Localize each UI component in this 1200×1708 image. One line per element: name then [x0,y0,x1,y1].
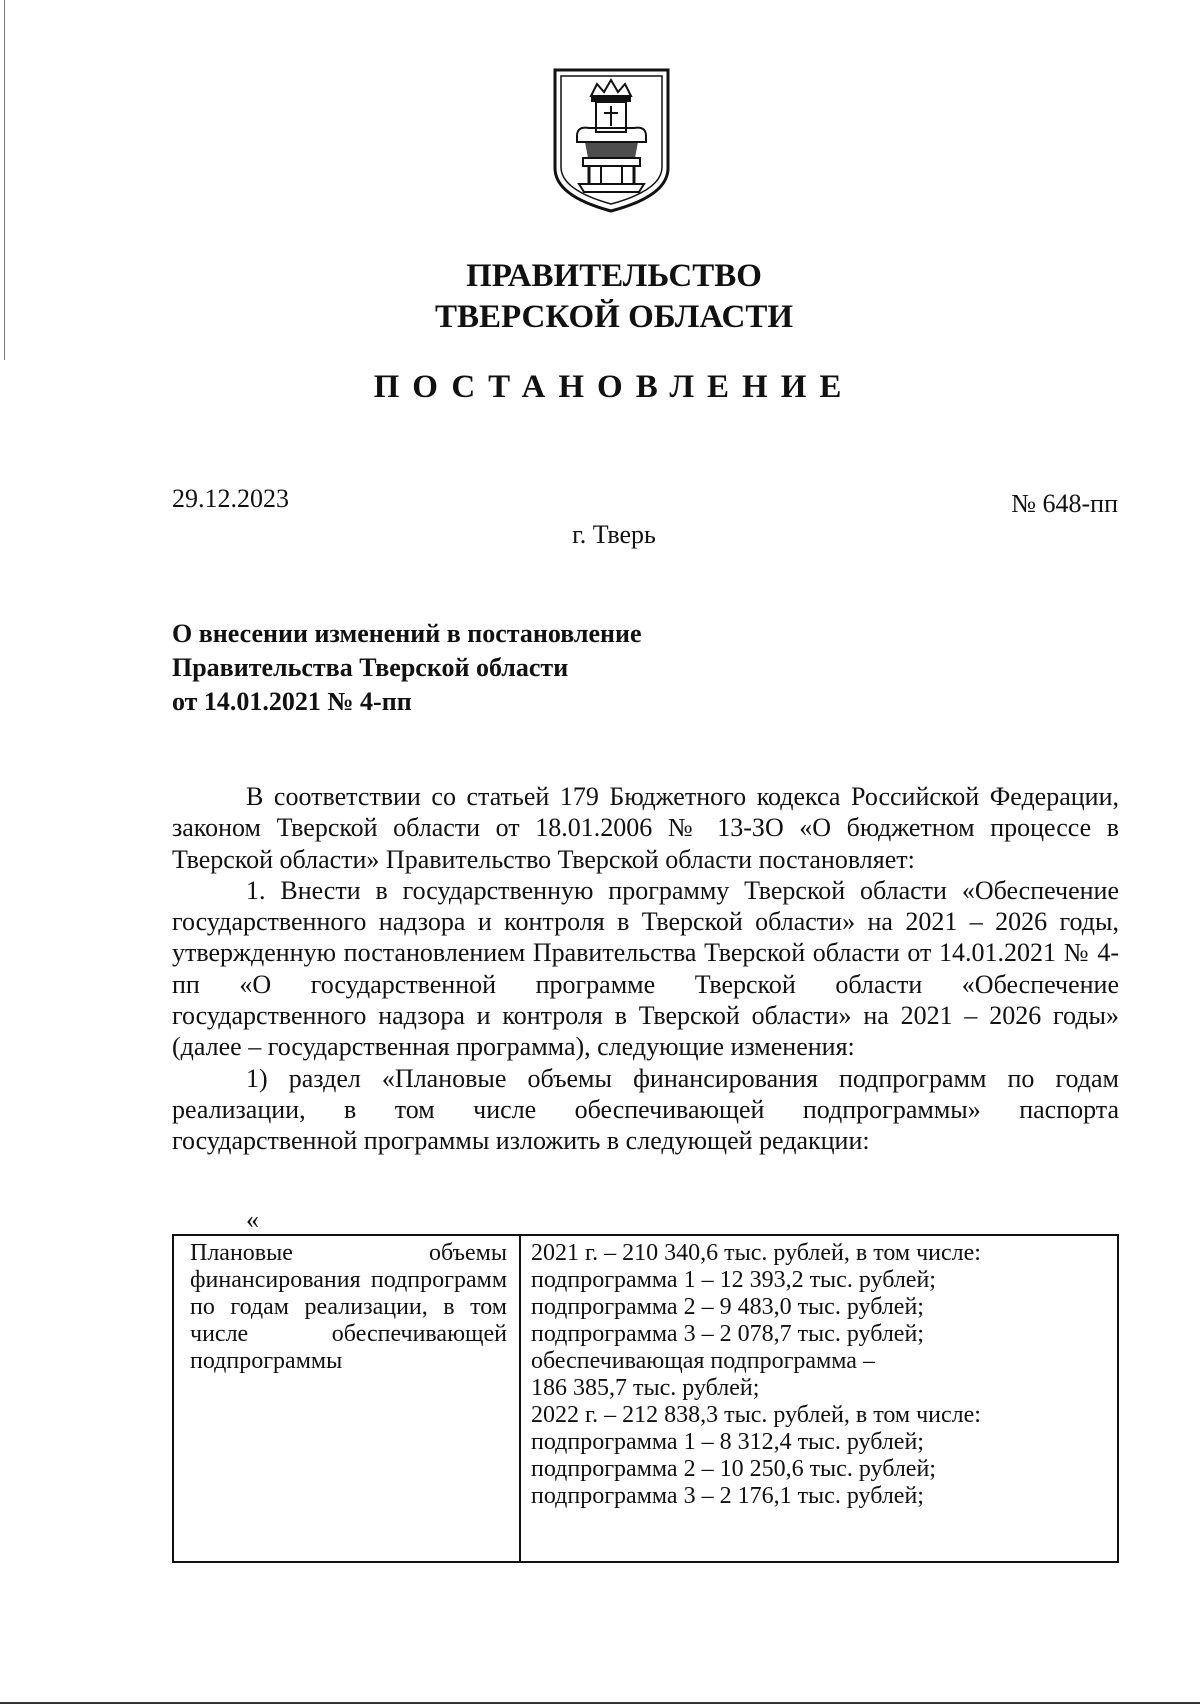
financing-table [172,1234,1119,1563]
document-body [172,781,1119,1157]
table-line: 2022 г. – 212 838,3 тыс. рублей, в том числе: [531,1402,981,1428]
table-line: подпрограмма 2 – 9 483,0 тыс. рублей; [531,1294,924,1320]
government-name [0,256,1200,338]
table-line: подпрограмма 1 – 12 393,2 тыс. рублей; [531,1267,936,1293]
table-line: 186 385,7 тыс. рублей; [531,1375,760,1401]
scan-bottom-edge [0,1702,1200,1704]
table-label-cell: Плановые объемы финансирования подпрограмм по годам реализации, в том числе обеспечивающей подпрограммы [174,1236,521,1561]
subject-line-1: О внесении изменений в постановление [172,619,642,648]
document-subject [172,617,872,719]
table-values-cell [521,1236,1117,1561]
item-1-paragraph: 1. Внести в государственную программу Тверской области «Обеспечение государственного надзора и контроля в Тверской области» на 2021 – 2026 годы, утвержденную постановлением Правительства Тверской области от 14.01.2021 № 4-пп «О государственной программе Тверской области «Обеспечение государственного надзора и контроля в Тверской области» на 2021 – 2026 годы» (далее – государственная программа), следующие изменения: [172,875,1119,1062]
table-line: подпрограмма 2 – 10 250,6 тыс. рублей; [531,1456,936,1482]
document-number: № 648-пп [1011,489,1118,518]
org-line-2: ТВЕРСКОЙ ОБЛАСТИ [434,299,794,335]
table-line: обеспечивающая подпрограмма – [531,1348,875,1374]
table-line: 2021 г. – 210 340,6 тыс. рублей, в том числе: [531,1240,981,1266]
tver-coat-of-arms-icon [549,66,674,214]
subject-line-3: от 14.01.2021 № 4-пп [172,687,412,716]
document-date: 29.12.2023 [172,484,289,513]
preamble-paragraph: В соответствии со статьей 179 Бюджетного кодекса Российской Федерации, законом Тверской области от 18.01.2006 № 13-ЗО «О бюджетном процессе в Тверской области» Правительство Тверской области постановляет: [172,782,1119,874]
document-type: ПОСТАНОВЛЕНИЕ [373,369,855,405]
table-line: подпрограмма 1 – 8 312,4 тыс. рублей; [531,1429,924,1455]
item-1-1-paragraph: 1) раздел «Плановые объемы финансирования подпрограмм по годам реализации, в том числе обеспечивающей подпрограммы» паспорта государственной программы изложить в следующей редакции: [172,1063,1119,1156]
table-line: подпрограмма 3 – 2 176,1 тыс. рублей; [531,1483,924,1509]
org-line-1: ПРАВИТЕЛЬСТВО [466,258,762,294]
document-city: г. Тверь [572,520,656,549]
table-line: подпрограмма 3 – 2 078,7 тыс. рублей; [531,1321,924,1347]
quote-open-mark: « [246,1205,259,1234]
subject-line-2: Правительства Тверской области [172,653,569,682]
